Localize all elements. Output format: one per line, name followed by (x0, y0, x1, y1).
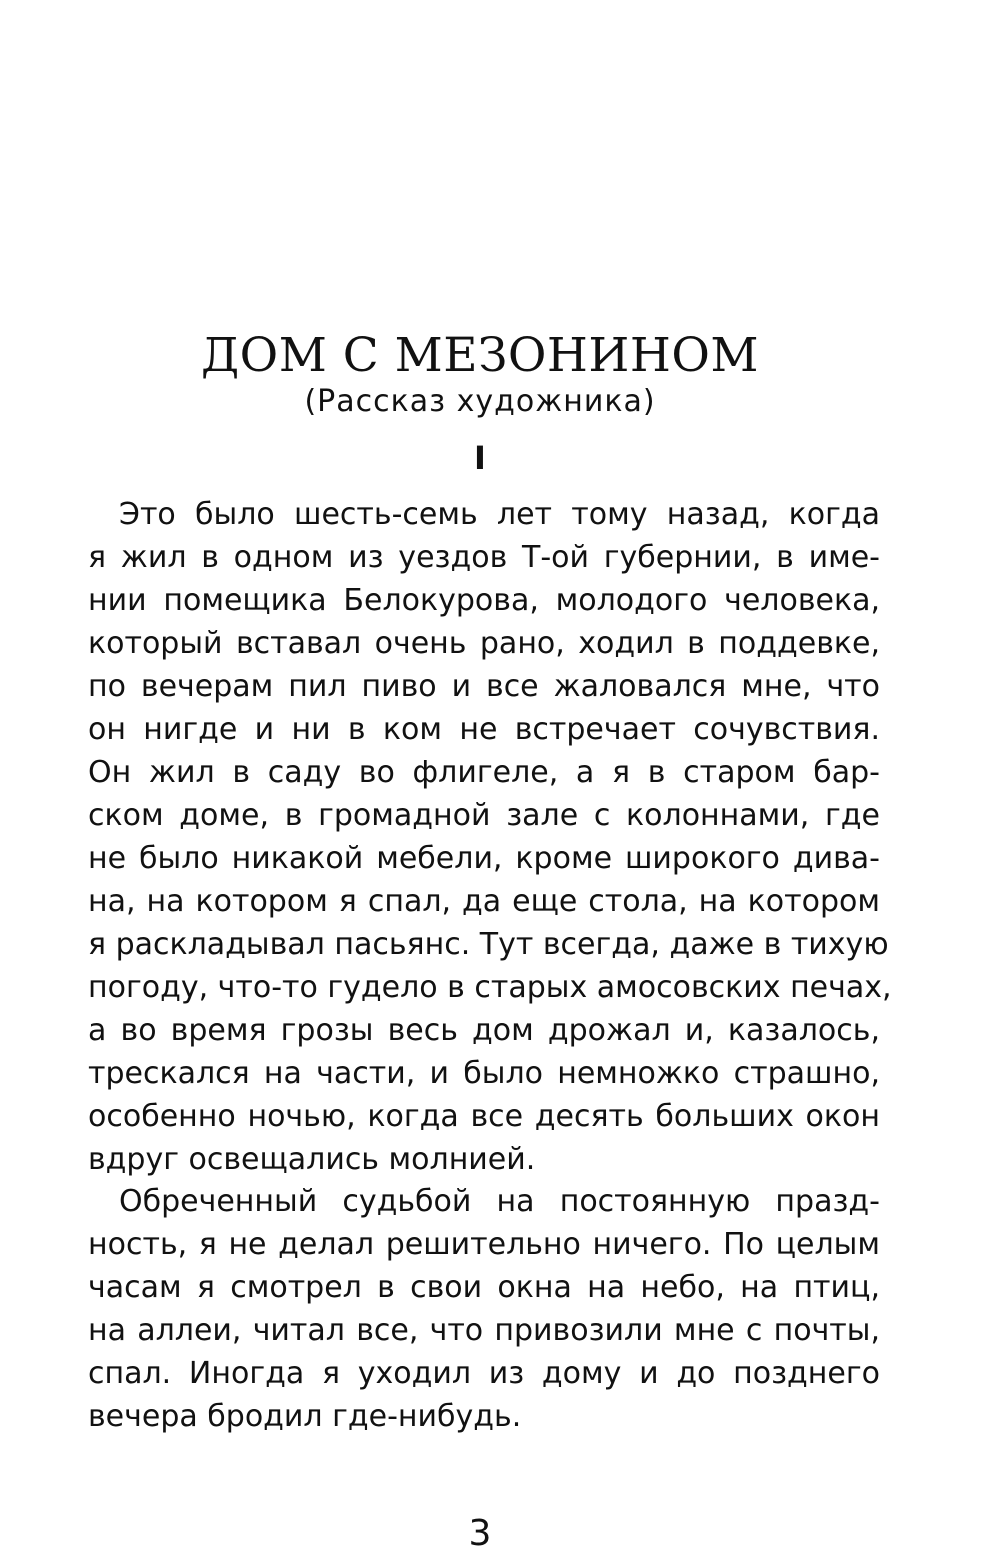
text-line: часам я смотрел в свои окна на небо, на птиц, (88, 1270, 880, 1305)
text-line: вечера бродил где-нибудь. (88, 1399, 522, 1434)
page-number: 3 (468, 1513, 492, 1554)
story-title: ДОМ С МЕЗОНИНОМ (200, 328, 760, 383)
text-line: трескался на части, и было немножко страшно, (88, 1056, 880, 1091)
text-line: я жил в одном из уездов Т-ой губернии, в име- (88, 540, 880, 575)
paragraph-2 (88, 1180, 880, 1438)
chapter-number: I (474, 439, 486, 477)
text-line: Он жил в саду во флигеле, а я в старом бар- (88, 755, 880, 790)
text-line: ском доме, в громадной зале с колоннами, где (88, 798, 880, 833)
story-subtitle: (Рассказ художника) (304, 384, 656, 419)
text-line: нии помещика Белокурова, молодого человека, (88, 583, 880, 618)
text-line: а во время грозы весь дом дрожал и, казалось, (88, 1013, 880, 1048)
text-line: погоду, что-то гудело в старых амосовских печах, (88, 970, 892, 1005)
text-line: спал. Иногда я уходил из дому и до позднего (88, 1356, 880, 1391)
text-line: который вставал очень рано, ходил в поддевке, (88, 626, 880, 661)
text-line: Обреченный судьбой на постоянную празд- (119, 1184, 880, 1219)
text-line: я раскладывал пасьянс. Тут всегда, даже в тихую (88, 927, 889, 962)
text-line: на, на котором я спал, да еще стола, на котором (88, 884, 880, 919)
text-line: на аллеи, читал все, что привозили мне с почты, (88, 1313, 880, 1348)
text-line: вдруг освещались молнией. (88, 1142, 536, 1177)
text-line: ность, я не делал решительно ничего. По целым (88, 1227, 880, 1262)
text-line: он нигде и ни в ком не встречает сочувствия. (88, 712, 880, 747)
text-line: особенно ночью, когда все десять больших окон (88, 1099, 880, 1134)
text-line: по вечерам пил пиво и все жаловался мне, что (88, 669, 880, 704)
text-line: Это было шесть-семь лет тому назад, когда (119, 497, 880, 532)
text-line: не было никакой мебели, кроме широкого дива- (88, 841, 880, 876)
paragraph-1 (88, 493, 892, 1181)
